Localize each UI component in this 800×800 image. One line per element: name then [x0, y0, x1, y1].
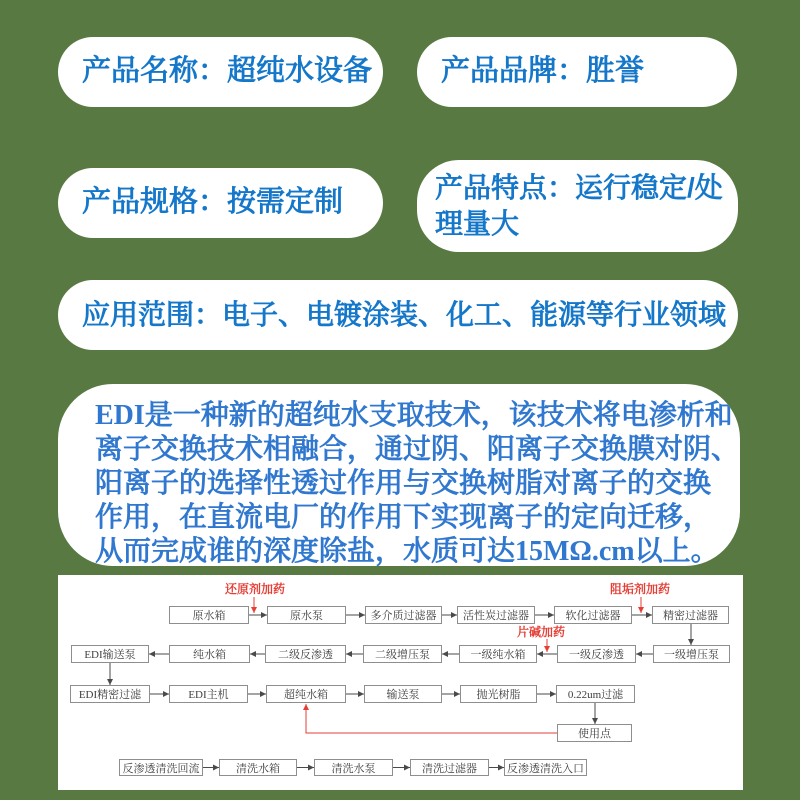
flow-box: 清洗水箱 [219, 759, 297, 776]
flow-box: 清洗水泵 [314, 759, 393, 776]
flow-box: EDI输送泵 [71, 645, 149, 663]
description-line: 作用，在直流电厂的作用下实现离子的定向迁移， [95, 502, 712, 533]
flow-box: 活性炭过滤器 [457, 606, 535, 624]
antiscalant-dosing-label: 阻垢剂加药 [609, 582, 671, 596]
description-line: 阳离子的选择性透过作用与交换树脂对离子的交换 [95, 468, 712, 499]
flow-box: 原水泵 [267, 606, 346, 624]
flow-box: 多介质过滤器 [365, 606, 442, 624]
flow-box: 一级增压泵 [653, 645, 730, 663]
product-features-pill: 产品特点：运行稳定/处理量大 [417, 160, 738, 252]
flow-box: 二级增压泵 [363, 645, 442, 663]
product-spec-pill: 产品规格：按需定制 [58, 168, 383, 238]
flow-box: 抛光树脂 [460, 685, 537, 703]
flow-box: 精密过滤器 [652, 606, 729, 624]
flow-box: 纯水箱 [169, 645, 250, 663]
process-flowchart [58, 575, 743, 790]
flow-box: 二级反渗透 [265, 645, 346, 663]
flow-box: EDI主机 [169, 685, 248, 703]
flow-box: 使用点 [557, 724, 632, 742]
flow-box: 输送泵 [364, 685, 442, 703]
flow-box: 反渗透清洗回流 [119, 759, 203, 776]
flow-box: 反渗透清洗入口 [504, 759, 587, 776]
product-brand-pill: 产品品牌：胜誉 [417, 37, 737, 107]
flow-box: EDI精密过滤 [70, 685, 150, 703]
product-name-pill: 产品名称：超纯水设备 [58, 37, 383, 107]
flow-box: 超纯水箱 [266, 685, 346, 703]
flow-box: 原水箱 [169, 606, 249, 624]
description-line: 离子交换技术相融合，通过阴、阳离子交换膜对阴、 [95, 434, 740, 465]
reducer-dosing-label: 还原剂加药 [224, 582, 286, 596]
flow-box: 清洗过滤器 [410, 759, 489, 776]
alkali-dosing-label: 片碱加药 [516, 625, 566, 639]
description-line: EDI是一种新的超纯水支取技术，该技术将电渗析和 [95, 400, 733, 431]
flow-box: 软化过滤器 [554, 606, 632, 624]
flow-box: 一级纯水箱 [459, 645, 537, 663]
flow-box: 一级反渗透 [557, 645, 636, 663]
product-scope-pill: 应用范围：电子、电镀涂装、化工、能源等行业领域 [58, 280, 738, 350]
flow-box: 0.22um过滤 [556, 685, 635, 703]
edi-description [58, 384, 740, 566]
description-line: 从而完成谁的深度除盐，水质可达15MΩ.cm以上。 [95, 536, 719, 566]
